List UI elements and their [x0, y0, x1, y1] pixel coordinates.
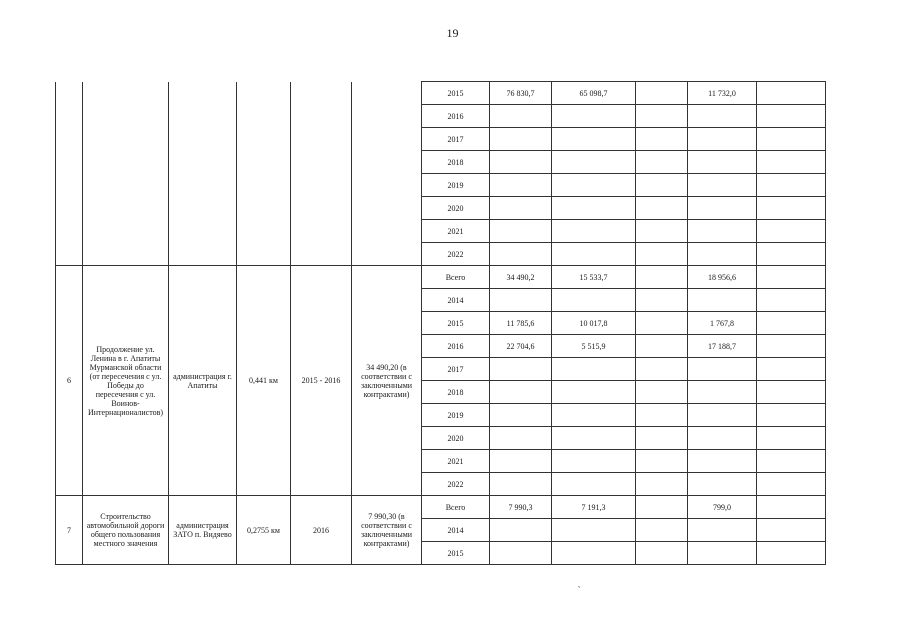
table-row — [56, 266, 826, 289]
amount-cell-c1 — [552, 542, 636, 565]
stray-mark: ‵ — [578, 585, 581, 595]
amount-cell-c4 — [757, 105, 826, 128]
amount-cell-c2 — [636, 542, 688, 565]
year-cell: 2022 — [422, 473, 490, 496]
amount-cell-c4 — [757, 128, 826, 151]
amount-cell-c4 — [757, 358, 826, 381]
amount-cell-c2 — [636, 312, 688, 335]
amount-cell-c3 — [688, 381, 757, 404]
amount-cell-c4 — [757, 381, 826, 404]
page-number: 19 — [446, 26, 459, 40]
amount-cell-c4 — [757, 174, 826, 197]
amount-cell-total — [490, 289, 552, 312]
item-length-cell: 0,441 км — [237, 266, 291, 496]
amount-cell-c1: 5 515,9 — [552, 335, 636, 358]
amount-cell-total — [490, 427, 552, 450]
amount-cell-c1 — [552, 289, 636, 312]
amount-cell-c1 — [552, 197, 636, 220]
amount-cell-c2 — [636, 82, 688, 105]
amount-cell-total — [490, 358, 552, 381]
amount-cell-c3 — [688, 542, 757, 565]
amount-cell-c1 — [552, 220, 636, 243]
amount-cell-c1 — [552, 358, 636, 381]
amount-cell-c2 — [636, 381, 688, 404]
item-name-cell: Строительство автомобильной дороги общего пользования местного значения — [83, 496, 169, 565]
amount-cell-c4 — [757, 450, 826, 473]
amount-cell-c1: 15 533,7 — [552, 266, 636, 289]
amount-cell-c1 — [552, 105, 636, 128]
item-name-cell: Продолжение ул. Ленина в г. Апатиты Мурманской области (от пересечения с ул. Победы до пересечения с ул. Воинов-Интернационалистов) — [83, 266, 169, 496]
amount-cell-c3 — [688, 404, 757, 427]
amount-cell-c2 — [636, 266, 688, 289]
amount-cell-total — [490, 197, 552, 220]
amount-cell-total — [490, 404, 552, 427]
amount-cell-c2 — [636, 473, 688, 496]
year-cell: 2022 — [422, 243, 490, 266]
year-cell: 2015 — [422, 312, 490, 335]
amount-cell-c4 — [757, 289, 826, 312]
amount-cell-total: 11 785,6 — [490, 312, 552, 335]
year-cell: 2020 — [422, 197, 490, 220]
amount-cell-c3 — [688, 450, 757, 473]
item-cost-cell: 34 490,20 (в соответствии с заключенными контрактами) — [352, 266, 422, 496]
amount-cell-c3: 18 956,6 — [688, 266, 757, 289]
item-number-cell: 7 — [56, 496, 83, 565]
amount-cell-c2 — [636, 151, 688, 174]
year-cell: 2015 — [422, 82, 490, 105]
amount-cell-c4 — [757, 151, 826, 174]
amount-cell-c4 — [757, 542, 826, 565]
amount-cell-c3: 11 732,0 — [688, 82, 757, 105]
amount-cell-c4 — [757, 82, 826, 105]
amount-cell-c2 — [636, 404, 688, 427]
year-cell: 2017 — [422, 358, 490, 381]
year-cell: 2016 — [422, 105, 490, 128]
amount-cell-c1 — [552, 450, 636, 473]
amount-cell-total — [490, 473, 552, 496]
year-cell: Всего — [422, 266, 490, 289]
amount-cell-c4 — [757, 220, 826, 243]
amount-cell-total — [490, 243, 552, 266]
amount-cell-total — [490, 128, 552, 151]
item-customer-cell: администрация г. Апатиты — [169, 266, 237, 496]
table-body — [56, 82, 826, 565]
amount-cell-total — [490, 519, 552, 542]
amount-cell-c3 — [688, 427, 757, 450]
amount-cell-c3 — [688, 174, 757, 197]
amount-cell-c2 — [636, 289, 688, 312]
amount-cell-c2 — [636, 519, 688, 542]
amount-cell-c2 — [636, 243, 688, 266]
item-cost-cell: 7 990,30 (в соответствии с заключенными контрактами) — [352, 496, 422, 565]
amount-cell-c2 — [636, 450, 688, 473]
amount-cell-total — [490, 151, 552, 174]
amount-cell-c3 — [688, 128, 757, 151]
amount-cell-c1 — [552, 427, 636, 450]
continued-no-cell — [56, 82, 83, 266]
amount-cell-total — [490, 105, 552, 128]
year-cell: 2020 — [422, 427, 490, 450]
year-cell: 2019 — [422, 404, 490, 427]
year-cell: 2016 — [422, 335, 490, 358]
amount-cell-c3 — [688, 519, 757, 542]
amount-cell-c1 — [552, 473, 636, 496]
amount-cell-total — [490, 542, 552, 565]
amount-cell-c4 — [757, 197, 826, 220]
amount-cell-c2 — [636, 105, 688, 128]
amount-cell-c4 — [757, 404, 826, 427]
year-cell: 2017 — [422, 128, 490, 151]
amount-cell-c4 — [757, 266, 826, 289]
amount-cell-total — [490, 220, 552, 243]
amount-cell-c2 — [636, 174, 688, 197]
year-cell: 2021 — [422, 220, 490, 243]
amount-cell-c2 — [636, 427, 688, 450]
amount-cell-c1 — [552, 243, 636, 266]
amount-cell-total: 22 704,6 — [490, 335, 552, 358]
year-cell: 2021 — [422, 450, 490, 473]
amount-cell-c3 — [688, 197, 757, 220]
item-period-cell: 2016 — [291, 496, 352, 565]
program-table — [55, 81, 826, 565]
amount-cell-total — [490, 450, 552, 473]
amount-cell-c2 — [636, 220, 688, 243]
amount-cell-c2 — [636, 358, 688, 381]
amount-cell-total: 76 830,7 — [490, 82, 552, 105]
amount-cell-c1: 10 017,8 — [552, 312, 636, 335]
amount-cell-c4 — [757, 519, 826, 542]
item-customer-cell: администрация ЗАТО п. Видяево — [169, 496, 237, 565]
amount-cell-c3 — [688, 289, 757, 312]
continued-name-cell — [83, 82, 169, 266]
amount-cell-total: 34 490,2 — [490, 266, 552, 289]
continued-length-cell — [237, 82, 291, 266]
item-period-cell: 2015 - 2016 — [291, 266, 352, 496]
continued-cost-cell — [352, 82, 422, 266]
amount-cell-c1 — [552, 381, 636, 404]
amount-cell-c2 — [636, 128, 688, 151]
amount-cell-c4 — [757, 335, 826, 358]
table-row — [56, 496, 826, 519]
amount-cell-c3: 1 767,8 — [688, 312, 757, 335]
continued-period-cell — [291, 82, 352, 266]
year-cell: 2018 — [422, 381, 490, 404]
amount-cell-c4 — [757, 473, 826, 496]
amount-cell-c1 — [552, 174, 636, 197]
amount-cell-c1 — [552, 128, 636, 151]
amount-cell-c3 — [688, 105, 757, 128]
amount-cell-c1 — [552, 519, 636, 542]
amount-cell-c3 — [688, 151, 757, 174]
year-cell: 2014 — [422, 519, 490, 542]
amount-cell-c3 — [688, 358, 757, 381]
amount-cell-total: 7 990,3 — [490, 496, 552, 519]
year-cell: 2014 — [422, 289, 490, 312]
year-cell: 2018 — [422, 151, 490, 174]
year-cell: Всего — [422, 496, 490, 519]
amount-cell-c2 — [636, 335, 688, 358]
amount-cell-c1: 7 191,3 — [552, 496, 636, 519]
amount-cell-c3 — [688, 220, 757, 243]
amount-cell-c3: 799,0 — [688, 496, 757, 519]
amount-cell-c4 — [757, 427, 826, 450]
amount-cell-total — [490, 174, 552, 197]
amount-cell-c2 — [636, 496, 688, 519]
table-row — [56, 82, 826, 105]
amount-cell-c4 — [757, 312, 826, 335]
amount-cell-c2 — [636, 197, 688, 220]
amount-cell-c1 — [552, 404, 636, 427]
continued-customer-cell — [169, 82, 237, 266]
year-cell: 2019 — [422, 174, 490, 197]
amount-cell-c3 — [688, 243, 757, 266]
amount-cell-total — [490, 381, 552, 404]
amount-cell-c4 — [757, 496, 826, 519]
amount-cell-c1: 65 098,7 — [552, 82, 636, 105]
item-length-cell: 0,2755 км — [237, 496, 291, 565]
amount-cell-c3: 17 188,7 — [688, 335, 757, 358]
item-number-cell: 6 — [56, 266, 83, 496]
amount-cell-c3 — [688, 473, 757, 496]
year-cell: 2015 — [422, 542, 490, 565]
amount-cell-c1 — [552, 151, 636, 174]
amount-cell-c4 — [757, 243, 826, 266]
